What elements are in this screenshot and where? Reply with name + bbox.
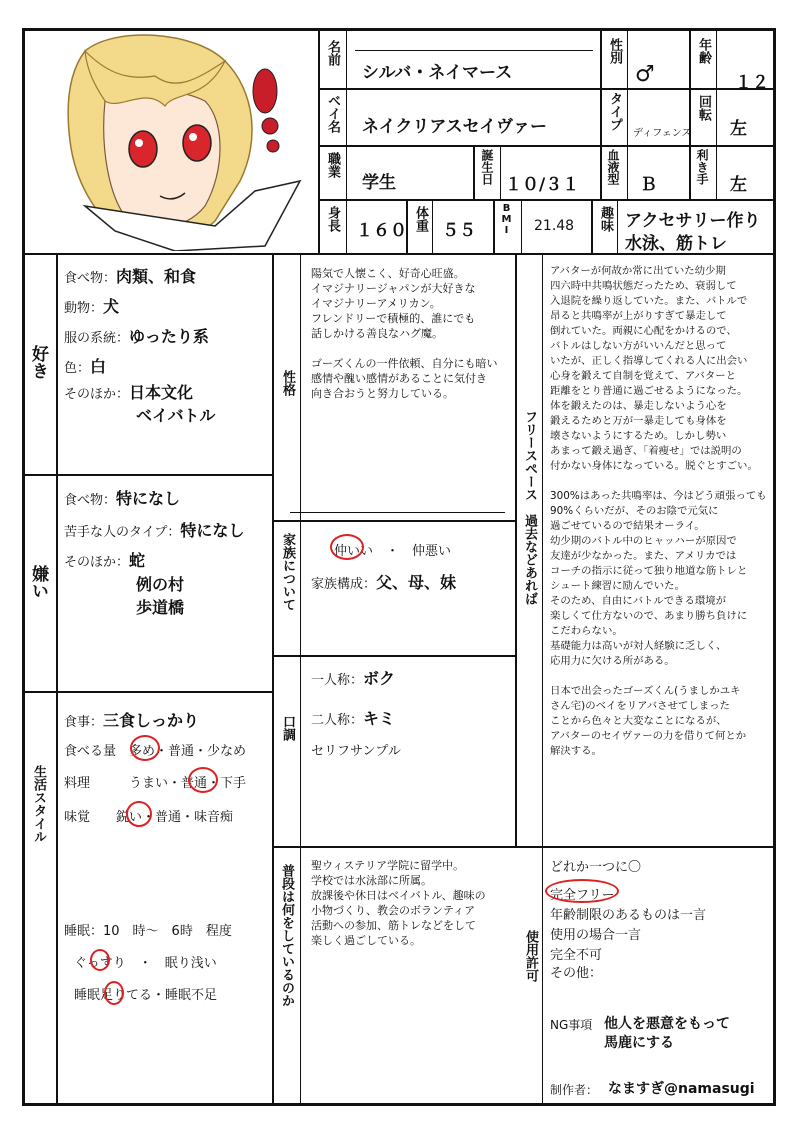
dislikes-other-label: そのほか： xyxy=(64,555,130,570)
usage-option-1-circle xyxy=(545,879,619,903)
ng-value-1: 他人を悪意をもって xyxy=(604,1016,730,1032)
personality-text: 陽気で人懐こく、好奇心旺盛。 イマジナリージャパンが大好きな イマジナリーアメリカン。 フレンドリーで積極的、誰にでも 話しかける善良なハグ魔。 ゴーズくんの一件依頼、自分にも暗い 感情や醜い感情があることに気付き 向き合おうと努力している。 xyxy=(311,267,498,400)
likes-animal-value: 犬 xyxy=(103,297,120,316)
sleep-amount-circle xyxy=(104,981,124,1005)
ng-label: NG事項 xyxy=(550,1018,593,1032)
hobby-label: 趣味 xyxy=(598,206,613,232)
likes-color-label: 色： xyxy=(64,361,91,376)
likes-food-label: 食べ物： xyxy=(64,271,117,286)
author-value: なますぎ@namasugi xyxy=(608,1081,755,1097)
dislikes-people-label: 苦手な人のタイプ： xyxy=(64,525,181,540)
amount-options: 多め・普通・少なめ xyxy=(129,744,247,759)
second-person-label: 二人称： xyxy=(311,713,364,728)
dislikes-food-label: 食べ物： xyxy=(64,493,117,508)
dislikes-other-value-3: 歩道橋 xyxy=(136,598,185,617)
usage-instruction: どれか一つに〇 xyxy=(550,860,642,875)
height-value: １６０ xyxy=(356,221,407,241)
sleep-amount: 睡眠足りてる・睡眠不足 xyxy=(74,988,218,1003)
usage-option-1[interactable]: 完全フリー xyxy=(550,888,615,903)
usage-option-4[interactable]: 完全不可 xyxy=(550,948,603,963)
character-portrait xyxy=(25,31,318,251)
job-value: 学生 xyxy=(362,173,396,193)
usage-option-5[interactable]: その他： xyxy=(550,966,603,981)
bey-label: ベイ名 xyxy=(325,94,340,133)
hair-ornament-icon xyxy=(253,69,279,152)
height-label: 身長 xyxy=(325,206,340,232)
hand-value: 左 xyxy=(730,175,747,195)
spin-label: 回転 xyxy=(696,95,711,121)
likes-color-value: 白 xyxy=(90,357,107,376)
ng-value-2: 馬鹿にする xyxy=(604,1035,674,1051)
likes-other-label: そのほか： xyxy=(64,387,130,402)
age-label: 年齢 xyxy=(696,38,711,64)
taste-label: 味覚 xyxy=(64,810,91,825)
amount-circle xyxy=(130,735,160,761)
personality-label: 性格 xyxy=(280,370,295,396)
type-label: タイプ xyxy=(607,92,622,131)
hobby-value-2: 水泳、筋トレ xyxy=(625,234,727,254)
blood-value: Ｂ xyxy=(640,175,657,195)
weight-label: 体重 xyxy=(413,206,428,232)
sleep-quality: ぐっすり ・ 眠り浅い xyxy=(74,956,217,971)
family-relation-circle xyxy=(330,534,364,560)
bmi-label: BMI xyxy=(501,203,512,236)
likes-label: 好き xyxy=(28,345,48,379)
hand-label: 利き手 xyxy=(695,149,709,185)
amount-label: 食べる量 xyxy=(64,744,117,759)
second-person-value: キミ xyxy=(363,709,396,728)
name-value: シルバ・ネイマース xyxy=(362,63,513,83)
daily-label: 普段は何をしているのか xyxy=(279,864,294,1007)
family-structure-value: 父、母、妹 xyxy=(376,573,457,592)
first-person-value: ボク xyxy=(363,669,396,688)
job-label: 職業 xyxy=(325,152,340,178)
cooking-circle xyxy=(188,767,218,793)
likes-other-value-2: ベイバトル xyxy=(136,406,216,425)
usage-label: 使用許可 xyxy=(523,930,538,982)
dislikes-label: 嫌い xyxy=(28,565,48,599)
blood-label: 血液型 xyxy=(606,149,620,185)
gender-value: ♂ xyxy=(635,62,655,87)
daily-text: 聖ウィステリア学院に留学中。 学校では水泳部に所属。 放課後や休日はベイバトル、趣味の 小物づくり、教会のボランティア 活動への参加、筋トレなどをして 楽しく過ごしている。 xyxy=(311,859,486,947)
bey-value: ネイクリアスセイヴァー xyxy=(362,117,547,137)
first-person-label: 一人称： xyxy=(311,673,364,688)
birthday-value: １０/３１ xyxy=(505,175,580,195)
taste-circle xyxy=(126,801,152,827)
hobby-value-1: アクセサリー作り xyxy=(625,211,761,231)
sleep-text: 睡眠：10 時～ 6時 程度 xyxy=(64,924,232,939)
dislikes-other-value-2: 例の村 xyxy=(136,575,185,594)
age-value: １２ xyxy=(735,73,769,93)
usage-option-2[interactable]: 年齢制限のあるものは一言 xyxy=(550,908,707,923)
cooking-label: 料理 xyxy=(64,776,91,791)
free-space-label: フリースペース 過去などあれば xyxy=(522,410,537,605)
lifestyle-label: 生活スタイル xyxy=(31,765,46,843)
meal-label: 食事： xyxy=(64,715,104,730)
family-label: 家族について xyxy=(280,533,295,611)
family-relation-options: 仲いい ・ 仲悪い xyxy=(334,544,452,559)
speech-sample-label: セリフサンプル xyxy=(311,744,401,759)
cooking-options: うまい・普通・下手 xyxy=(129,776,247,791)
likes-food-value: 肉類、和食 xyxy=(116,267,197,286)
dislikes-other-value-1: 蛇 xyxy=(129,551,146,570)
free-space-text: アバターが何故か常に出ていた幼少期 四六時中共鳴状態だったため、衰弱して 入退院を繰り返していた。また、バトルで 昂ると共鳴率が上がりすぎて暴走して 倒れていた。両親に心配をかけるので、 バトルはしない方がいいんだと思って いたが、正しく指導してくれる人に出会い 心身を鍛えて自制を覚えて、アバターと 距離をとり普通に過ごせるようになった。 体を鍛えたのは、暴走しないよう心を 鍛えるためと万が一暴走しても身体を 壊さないようにするため。しかし勢い あまって鍛え過ぎ、「着痩せ」では説明の 付かない身体になっている。脱ぐとすごい。 300%はあった共鳴率は、今はどう頑張っても90%くらいだが、そのお陰で元気に 過ごせているので結果オーライ。 幼少期のバトル中のヒャッハーが原因で 友達が少なかった。また、アメリカでは コーチの指示に従って独り地道な筋トレと シュート練習に励んでいた。 そのため、自由にバトルできる環境が 楽しくて仕方ないので、あまり勝ち負けに こだわらない。 基礎能力は高いが対人経験に乏しく、 応用力に欠ける所がある。 日本で出会ったゴーズくん(うましかユキ さん宅)のベイをリアバさせてしまった ことから色々と大変なことになるが、 アバターのセイヴァーの力を借りて何とか 解決する。 xyxy=(550,265,767,757)
author-label: 制作者： xyxy=(550,1083,599,1097)
bmi-value: 21.48 xyxy=(534,218,575,234)
likes-clothes-label: 服の系統： xyxy=(64,331,130,346)
birthday-label: 誕生日 xyxy=(480,149,494,185)
name-label: 名前 xyxy=(325,40,340,66)
usage-option-3[interactable]: 使用の場合一言 xyxy=(550,928,642,943)
dislikes-food-value: 特になし xyxy=(116,489,181,508)
taste-options: 鋭い・普通・味音痴 xyxy=(116,810,234,825)
speech-label: 口調 xyxy=(280,715,295,741)
sleep-quality-circle xyxy=(90,949,110,971)
likes-other-value-1: 日本文化 xyxy=(129,383,194,402)
type-value: ディフェンス xyxy=(633,128,692,139)
meal-value: 三食しっかり xyxy=(103,711,200,730)
likes-clothes-value: ゆったり系 xyxy=(129,327,209,346)
spin-value: 左 xyxy=(730,119,747,139)
dislikes-people-value: 特になし xyxy=(180,521,245,540)
likes-animal-label: 動物： xyxy=(64,301,104,316)
gender-label: 性別 xyxy=(607,38,622,64)
family-structure-label: 家族構成： xyxy=(311,577,377,592)
weight-value: ５５ xyxy=(442,221,476,241)
